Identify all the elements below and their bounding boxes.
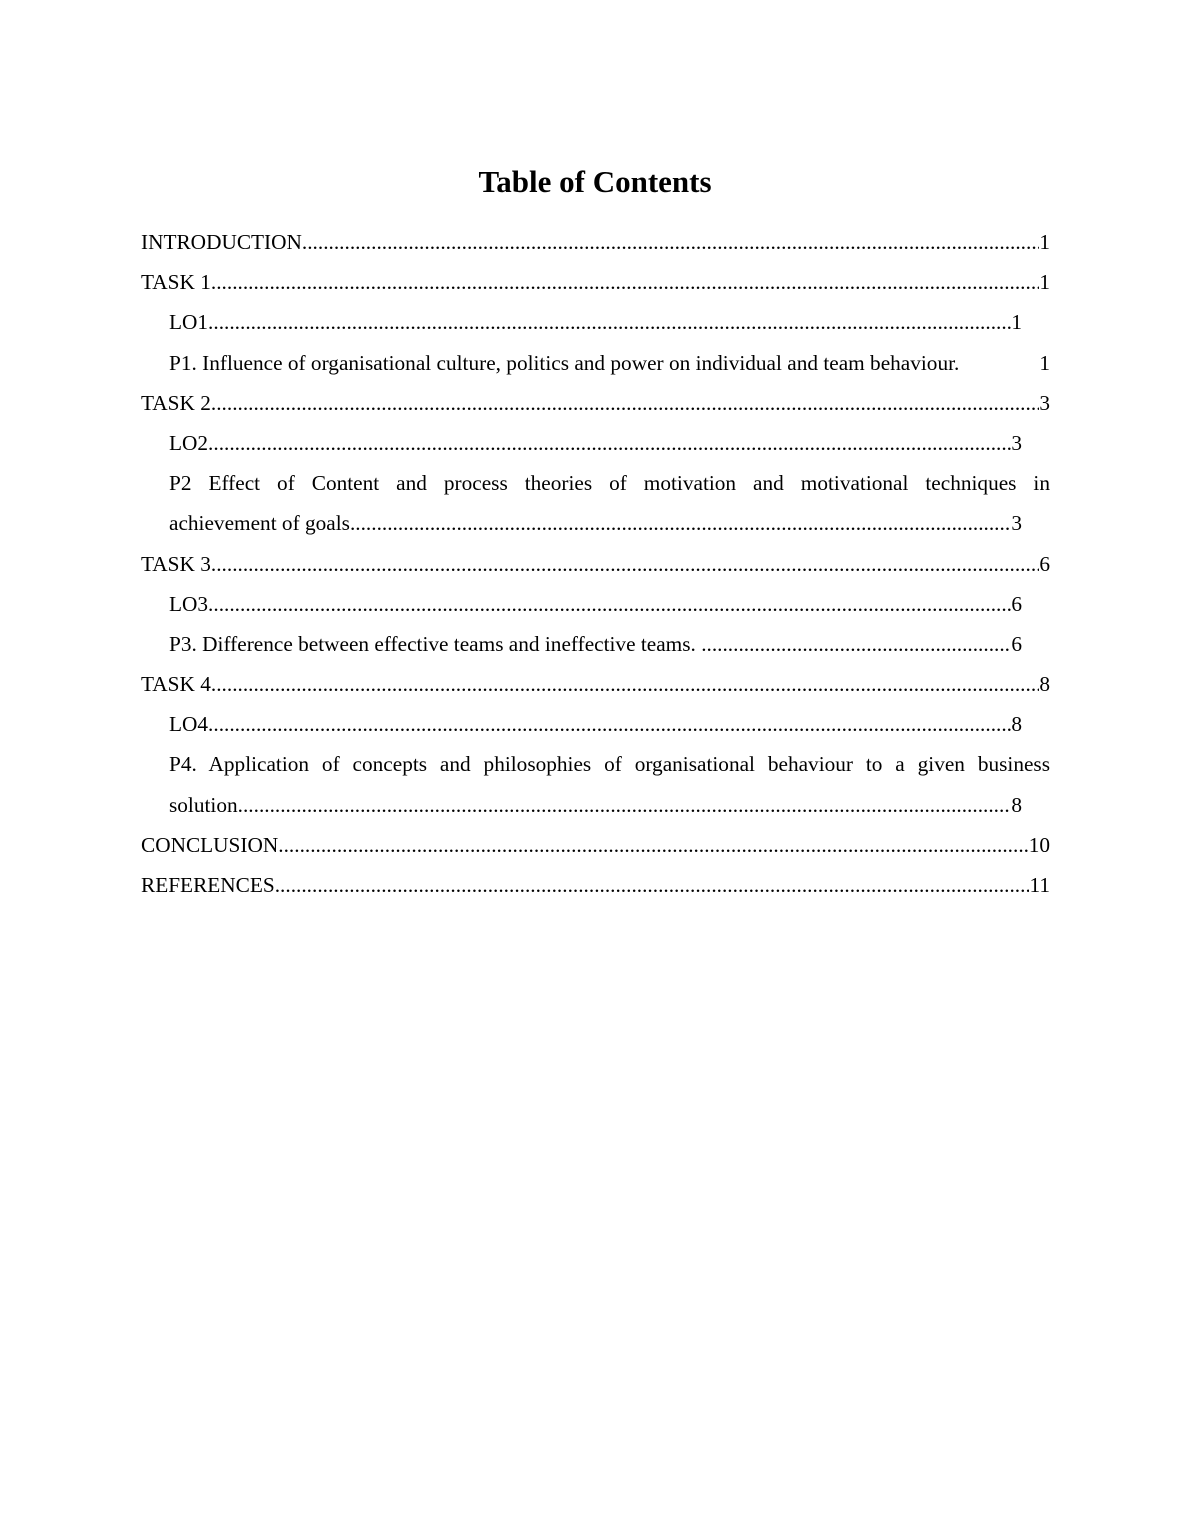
toc-entry-label: P1. Influence of organisational culture, politics and power on individual and team behaviour.: [169, 350, 960, 375]
dot-leader: [350, 503, 1011, 543]
dot-leader: [701, 624, 1011, 664]
toc-entry-label: CONCLUSION: [141, 832, 279, 857]
toc-entry-page: 3: [1039, 390, 1050, 415]
dot-leader: [278, 825, 1028, 865]
toc-entry-lo2[interactable]: [169, 423, 1022, 463]
dot-leader: [275, 865, 1030, 905]
toc-entry-p3[interactable]: [169, 624, 1022, 664]
toc-entry-page: 6: [1011, 631, 1022, 656]
toc-entry-label: TASK 4: [141, 672, 211, 697]
toc-entry-p4[interactable]: [169, 744, 1050, 824]
dot-leader: [211, 664, 1039, 704]
toc-entry-page: 6: [1011, 591, 1022, 616]
toc-entry-page: 10: [1028, 832, 1050, 857]
dot-leader: [208, 423, 1011, 463]
toc-entry-label-line-2: solution: [169, 792, 238, 817]
toc-entry-label: TASK 2: [141, 390, 211, 415]
toc-entry-label-line-2: achievement of goals: [169, 511, 350, 536]
toc-entry-conclusion[interactable]: [141, 825, 1050, 865]
dot-leader: [211, 544, 1039, 584]
toc-entry-page: 1: [1011, 310, 1022, 335]
toc-entry-label: LO1: [169, 310, 209, 335]
dot-leader: [208, 584, 1011, 624]
toc-entry-page: 3: [1011, 511, 1022, 536]
toc-entry-page: 11: [1029, 873, 1050, 898]
toc-entry-page: 1: [1039, 230, 1050, 254]
toc-entry-p1[interactable]: [169, 343, 1050, 383]
dot-leader: [211, 383, 1039, 423]
toc-entry-p2[interactable]: [169, 463, 1050, 543]
toc-entry-task-3[interactable]: [141, 544, 1050, 584]
dot-leader: [302, 222, 1039, 262]
toc-entry-page: 8: [1039, 672, 1050, 697]
toc-entry-label-line-1: P2 Effect of Content and process theories of motivation and motivational techniques in: [169, 471, 1050, 496]
toc-entry-references[interactable]: [141, 865, 1050, 905]
toc-entry-page: 8: [1011, 712, 1022, 737]
toc-entry-page: 1: [1039, 350, 1050, 375]
dot-leader: [208, 704, 1011, 744]
toc-entry-label-line-1: P4. Application of concepts and philosophies of organisational behaviour to a given business: [169, 752, 1050, 777]
dot-leader: [238, 785, 1012, 825]
toc-entry-label: P3. Difference between effective teams and ineffective teams.: [169, 631, 702, 656]
toc-entry-lo4[interactable]: [169, 704, 1022, 744]
toc-entry-lo1[interactable]: [169, 302, 1022, 342]
toc-entry-label: LO3: [169, 591, 209, 616]
toc-entry-lo3[interactable]: [169, 584, 1022, 624]
dot-leader: [211, 262, 1039, 302]
toc-entry-label: REFERENCES: [141, 873, 275, 898]
toc-entry-task-4[interactable]: [141, 664, 1050, 704]
dot-leader: [208, 302, 1011, 342]
toc-entry-label: LO2: [169, 430, 209, 455]
toc-entry-label: LO4: [169, 712, 209, 737]
toc-entry-introduction[interactable]: [141, 222, 1050, 262]
toc-entry-page: 6: [1039, 551, 1050, 576]
toc-entry-task-1[interactable]: [141, 262, 1050, 302]
toc-entry-label: TASK 1: [141, 270, 211, 295]
toc-entry-task-2[interactable]: [141, 383, 1050, 423]
toc-entry-page: 1: [1039, 270, 1050, 295]
toc-entry-label: INTRODUCTION: [141, 230, 302, 254]
toc-list: [141, 222, 1050, 905]
toc-entry-label: TASK 3: [141, 551, 211, 576]
toc-entry-page: 8: [1011, 792, 1022, 817]
toc-entry-page: 3: [1011, 430, 1022, 455]
toc-title: Table of Contents: [478, 164, 712, 199]
